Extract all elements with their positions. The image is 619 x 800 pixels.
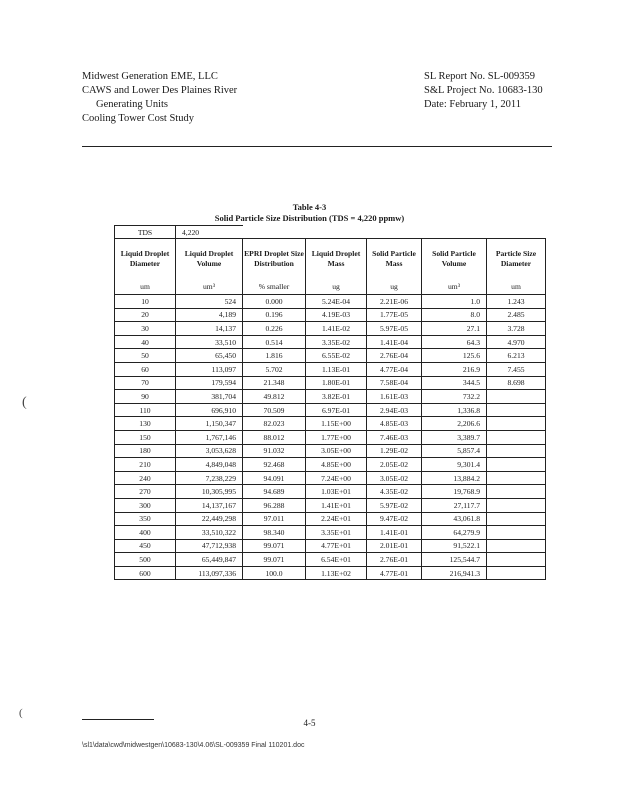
table-row xyxy=(115,430,546,444)
header-project-name-cont: Generating Units xyxy=(96,99,169,110)
header-study-title: Cooling Tower Cost Study xyxy=(82,113,194,124)
table-cell xyxy=(487,553,546,567)
table-cell: 6.55E-02 xyxy=(306,349,367,363)
table-cell: 216.9 xyxy=(422,362,487,376)
table-cell: 4,189 xyxy=(176,308,243,322)
table-cell: 1.0 xyxy=(422,295,487,309)
table-cell: 600 xyxy=(115,566,176,580)
table-cell: 1.13E-01 xyxy=(306,362,367,376)
table-cell xyxy=(487,458,546,472)
table-cell: 732.2 xyxy=(422,390,487,404)
table-row xyxy=(115,553,546,567)
table-cell: 400 xyxy=(115,526,176,540)
table-row xyxy=(115,458,546,472)
header-company: Midwest Generation EME, LLC xyxy=(82,71,218,82)
column-header: Liquid Droplet Mass xyxy=(306,239,367,280)
table-cell: 110 xyxy=(115,403,176,417)
table-cell: 50 xyxy=(115,349,176,363)
table-cell: 3.05E-02 xyxy=(367,471,422,485)
table-cell: 3.35E+01 xyxy=(306,526,367,540)
table-cell: 4.77E-01 xyxy=(367,566,422,580)
table-cell: 5.24E-04 xyxy=(306,295,367,309)
table-cell: 91.032 xyxy=(243,444,306,458)
table-cell: 3.05E+00 xyxy=(306,444,367,458)
table-cell: 82.023 xyxy=(243,417,306,431)
table-cell: 2.24E+01 xyxy=(306,512,367,526)
table-cell: 97.011 xyxy=(243,512,306,526)
table-cell: 150 xyxy=(115,430,176,444)
table-cell: 7.46E-03 xyxy=(367,430,422,444)
table-row xyxy=(115,485,546,499)
table-cell: 500 xyxy=(115,553,176,567)
table-cell: 27.1 xyxy=(422,322,487,336)
tds-row xyxy=(115,226,546,239)
table-cell: 96.288 xyxy=(243,498,306,512)
table-cell: 7,238,229 xyxy=(176,471,243,485)
table-cell xyxy=(487,485,546,499)
table-cell: 1.41E+01 xyxy=(306,498,367,512)
table-cell: 1.243 xyxy=(487,295,546,309)
table-row xyxy=(115,308,546,322)
table-cell: 300 xyxy=(115,498,176,512)
table-cell: 1.61E-03 xyxy=(367,390,422,404)
particle-size-table xyxy=(114,225,546,580)
table-cell: 1,336.8 xyxy=(422,403,487,417)
table-row xyxy=(115,566,546,580)
table-cell: 0.000 xyxy=(243,295,306,309)
table-cell: 4.85E+00 xyxy=(306,458,367,472)
table-cell: 4.85E-03 xyxy=(367,417,422,431)
table-cell: 7.24E+00 xyxy=(306,471,367,485)
table-cell: 3.728 xyxy=(487,322,546,336)
table-row xyxy=(115,471,546,485)
column-header: Liquid Droplet Volume xyxy=(176,239,243,280)
table-cell: 92.468 xyxy=(243,458,306,472)
table-cell xyxy=(487,498,546,512)
table-cell: 4.970 xyxy=(487,335,546,349)
table-row xyxy=(115,295,546,309)
table-cell: 21.348 xyxy=(243,376,306,390)
table-cell: 3.35E-02 xyxy=(306,335,367,349)
table-cell: 33,510 xyxy=(176,335,243,349)
column-header: Liquid Droplet Diameter xyxy=(115,239,176,280)
table-cell: 98.340 xyxy=(243,526,306,540)
table-cell: 350 xyxy=(115,512,176,526)
column-unit: um xyxy=(487,279,546,295)
table-cell: 20 xyxy=(115,308,176,322)
table-cell xyxy=(487,566,546,580)
table-cell: 4.77E+01 xyxy=(306,539,367,553)
unit-row xyxy=(115,279,546,295)
table-cell: 3,053,628 xyxy=(176,444,243,458)
tds-value: 4,220 xyxy=(176,226,243,239)
column-header: Solid Particle Mass xyxy=(367,239,422,280)
table-cell: 13,884.2 xyxy=(422,471,487,485)
table-cell: 2,206.6 xyxy=(422,417,487,431)
table-caption xyxy=(0,202,619,224)
table-cell: 4.35E-02 xyxy=(367,485,422,499)
table-row xyxy=(115,403,546,417)
table-cell: 5.97E-02 xyxy=(367,498,422,512)
table-cell: 1.77E-05 xyxy=(367,308,422,322)
table-cell: 1,767,146 xyxy=(176,430,243,444)
table-cell: 210 xyxy=(115,458,176,472)
table-cell: 22,449,298 xyxy=(176,512,243,526)
table-cell: 113,097,336 xyxy=(176,566,243,580)
column-unit: ug xyxy=(306,279,367,295)
table-cell: 91,522.1 xyxy=(422,539,487,553)
header-left xyxy=(82,70,237,126)
column-header: Solid Particle Volume xyxy=(422,239,487,280)
table-cell: 524 xyxy=(176,295,243,309)
table-row xyxy=(115,512,546,526)
table-cell: 64.3 xyxy=(422,335,487,349)
table-cell: 8.0 xyxy=(422,308,487,322)
column-unit: um³ xyxy=(422,279,487,295)
table-cell: 0.514 xyxy=(243,335,306,349)
table-cell: 1.29E-02 xyxy=(367,444,422,458)
table-cell: 216,941.3 xyxy=(422,566,487,580)
header-report-number: SL Report No. SL-009359 xyxy=(424,71,536,82)
table-cell: 40 xyxy=(115,335,176,349)
header-date: Date: February 1, 2011 xyxy=(424,99,522,110)
table-row xyxy=(115,417,546,431)
table-cell: 94.091 xyxy=(243,471,306,485)
table-cell xyxy=(487,471,546,485)
table-cell xyxy=(487,539,546,553)
table-cell: 1.77E+00 xyxy=(306,430,367,444)
table-cell: 6.213 xyxy=(487,349,546,363)
header-project-name: CAWS and Lower Des Plaines River xyxy=(82,85,238,96)
table-cell: 6.97E-01 xyxy=(306,403,367,417)
table-cell: 10,305,995 xyxy=(176,485,243,499)
table-body xyxy=(115,295,546,580)
table-cell xyxy=(487,512,546,526)
table-cell: 70.509 xyxy=(243,403,306,417)
table-cell: 47,712,938 xyxy=(176,539,243,553)
table-cell: 30 xyxy=(115,322,176,336)
table-cell: 94.689 xyxy=(243,485,306,499)
table-row xyxy=(115,362,546,376)
table-cell: 381,704 xyxy=(176,390,243,404)
column-header: EPRI Droplet Size Distribution xyxy=(243,239,306,280)
table-cell: 3.82E-01 xyxy=(306,390,367,404)
table-cell: 70 xyxy=(115,376,176,390)
table-cell: 179,594 xyxy=(176,376,243,390)
table-number: Table 4-3 xyxy=(292,202,327,212)
table-cell: 180 xyxy=(115,444,176,458)
table-row xyxy=(115,376,546,390)
page-number: 4-5 xyxy=(303,718,316,728)
table-cell: 4.77E-04 xyxy=(367,362,422,376)
scan-mark: ( xyxy=(22,395,27,410)
table-cell: 33,510,322 xyxy=(176,526,243,540)
tds-label: TDS xyxy=(115,226,176,239)
table-row xyxy=(115,539,546,553)
table-cell: 2.21E-06 xyxy=(367,295,422,309)
table-cell: 60 xyxy=(115,362,176,376)
table-cell xyxy=(487,526,546,540)
table-row xyxy=(115,322,546,336)
column-unit: ug xyxy=(367,279,422,295)
table-cell: 19,768.9 xyxy=(422,485,487,499)
header-right xyxy=(424,70,543,112)
table-cell: 2.485 xyxy=(487,308,546,322)
table-cell: 1.41E-04 xyxy=(367,335,422,349)
table-cell: 0.226 xyxy=(243,322,306,336)
column-header: Particle Size Diameter xyxy=(487,239,546,280)
table-row xyxy=(115,444,546,458)
table-cell: 1.41E-02 xyxy=(306,322,367,336)
table-cell: 49.812 xyxy=(243,390,306,404)
column-unit: % smaller xyxy=(243,279,306,295)
table-row xyxy=(115,335,546,349)
table-cell: 1.13E+02 xyxy=(306,566,367,580)
table-cell: 1,150,347 xyxy=(176,417,243,431)
table-cell: 450 xyxy=(115,539,176,553)
table-cell: 2.76E-04 xyxy=(367,349,422,363)
table-cell: 6.54E+01 xyxy=(306,553,367,567)
document-path: \sl1\data\cwd\midwestgen\10683-130\4.06\SL-009359 Final 110201.doc xyxy=(82,742,305,749)
table-cell: 2.94E-03 xyxy=(367,403,422,417)
table-cell: 10 xyxy=(115,295,176,309)
table-row xyxy=(115,526,546,540)
table-title: Solid Particle Size Distribution (TDS = 4,220 ppmw) xyxy=(214,213,405,223)
table-cell: 4,849,048 xyxy=(176,458,243,472)
table-cell: 1.15E+00 xyxy=(306,417,367,431)
table-row xyxy=(115,349,546,363)
table-cell: 64,279.9 xyxy=(422,526,487,540)
table-cell: 1.41E-01 xyxy=(367,526,422,540)
column-unit: um xyxy=(115,279,176,295)
scan-mark: ( xyxy=(19,707,23,719)
table-cell: 5.97E-05 xyxy=(367,322,422,336)
table-cell xyxy=(487,403,546,417)
table-cell: 125,544.7 xyxy=(422,553,487,567)
table-cell xyxy=(487,417,546,431)
header-rule xyxy=(82,146,552,147)
column-header-row xyxy=(115,239,546,280)
header-project-number: S&L Project No. 10683-130 xyxy=(424,85,543,96)
table-cell: 7.58E-04 xyxy=(367,376,422,390)
table-cell: 8.698 xyxy=(487,376,546,390)
table-cell: 125.6 xyxy=(422,349,487,363)
table-cell: 9,301.4 xyxy=(422,458,487,472)
table-cell: 99.071 xyxy=(243,539,306,553)
table-cell: 1.03E+01 xyxy=(306,485,367,499)
table-cell: 4.19E-03 xyxy=(306,308,367,322)
table-row xyxy=(115,498,546,512)
table-cell: 270 xyxy=(115,485,176,499)
table-cell xyxy=(487,390,546,404)
table-cell: 99.071 xyxy=(243,553,306,567)
table-cell: 7.455 xyxy=(487,362,546,376)
table-cell: 14,137,167 xyxy=(176,498,243,512)
table-cell xyxy=(487,430,546,444)
table-cell: 2.01E-01 xyxy=(367,539,422,553)
table-cell: 0.196 xyxy=(243,308,306,322)
table-cell: 1.80E-01 xyxy=(306,376,367,390)
table-cell: 27,117.7 xyxy=(422,498,487,512)
table-cell: 1.816 xyxy=(243,349,306,363)
table-cell: 9.47E-02 xyxy=(367,512,422,526)
table-cell xyxy=(487,444,546,458)
table-cell: 130 xyxy=(115,417,176,431)
table-cell: 240 xyxy=(115,471,176,485)
table-cell: 2.05E-02 xyxy=(367,458,422,472)
table-cell: 3,389.7 xyxy=(422,430,487,444)
table-cell: 65,450 xyxy=(176,349,243,363)
table-cell: 696,910 xyxy=(176,403,243,417)
table-cell: 344.5 xyxy=(422,376,487,390)
table-cell: 65,449,847 xyxy=(176,553,243,567)
column-unit: um³ xyxy=(176,279,243,295)
table-cell: 113,097 xyxy=(176,362,243,376)
table-cell: 100.0 xyxy=(243,566,306,580)
table-cell: 5.702 xyxy=(243,362,306,376)
table-cell: 88.012 xyxy=(243,430,306,444)
table-cell: 2.76E-01 xyxy=(367,553,422,567)
table-row xyxy=(115,390,546,404)
table-cell: 90 xyxy=(115,390,176,404)
table-cell: 14,137 xyxy=(176,322,243,336)
table-cell: 43,061.8 xyxy=(422,512,487,526)
table-cell: 5,857.4 xyxy=(422,444,487,458)
